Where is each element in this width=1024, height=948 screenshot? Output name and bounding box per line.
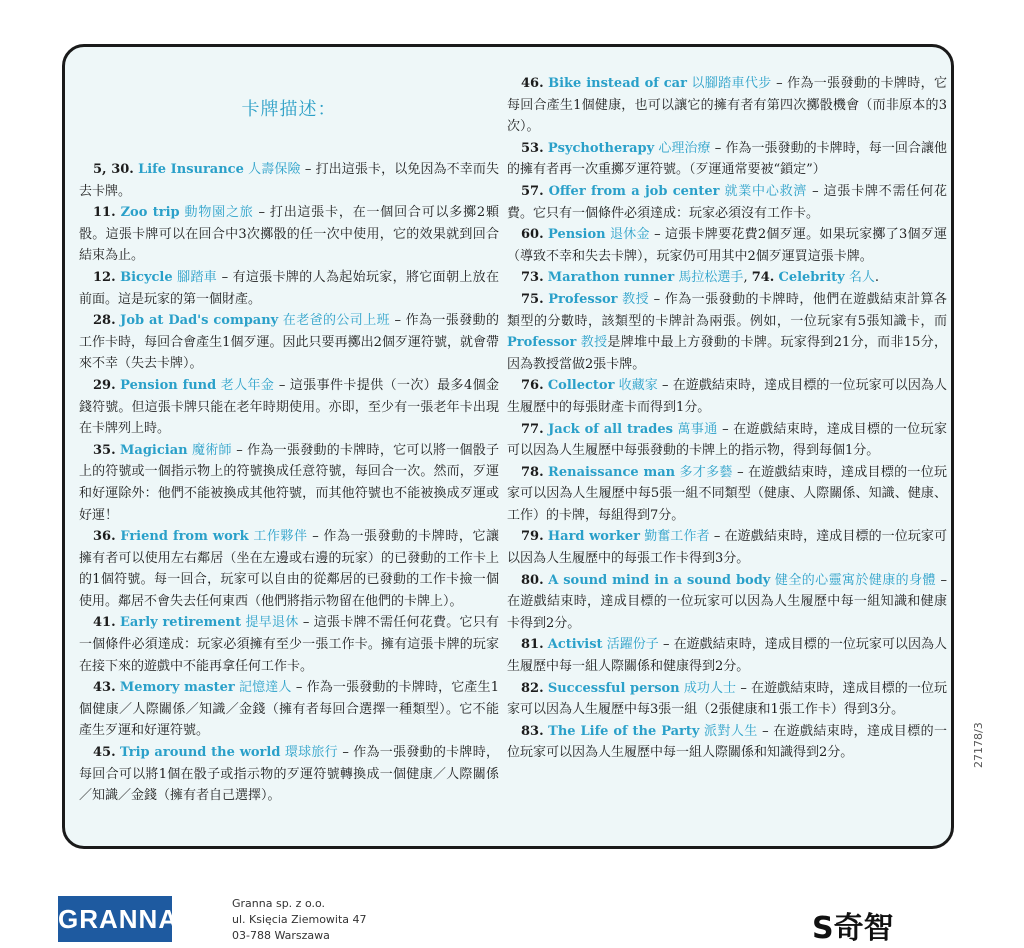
- entry-description: – 在遊戲結束時，達成目標的一位玩家可以因為人生履歷中每一組人際關係和健康得到2分。: [507, 637, 947, 675]
- entry-description: ,: [743, 270, 752, 286]
- entry-name: Memory master: [119, 680, 235, 696]
- entry-description: – 在遊戲結束時，達成目標的一位玩家可以因為人生履歷中每5張一組不同類型（健康、人際關係、知識、健康、工作）的卡牌，每組得到7分。: [507, 464, 947, 523]
- entry-description: – 作為一張發動的卡牌時，他們在遊戲結束計算各類型的分數時，該類型的卡牌計為兩張。例如，一位玩家有5張知識卡，而: [507, 291, 947, 329]
- card-entry: [79, 159, 499, 202]
- entry-number: 35.: [93, 442, 116, 458]
- entry-description: – 在遊戲結束時，達成目標的一位玩家可以因為人生履歷中的每張財產卡而得到1分。: [507, 378, 947, 415]
- publisher-address: [232, 896, 367, 944]
- address-line-3: 03-788 Warszawa: [232, 929, 330, 942]
- card-entry: [79, 440, 499, 526]
- entry-number: 75.: [521, 291, 544, 307]
- entry-description: – 作為一張發動的卡牌時，每回合可以將1個在骰子或指示物的歹運符號轉換成一個健康／人際關係／知識／金錢（擁有者自己選擇）。: [79, 745, 499, 804]
- entry-number: 36.: [93, 529, 116, 545]
- entry-description: – 在遊戲結束時，達成目標的一位玩家可以因為人生履歷中的每張工作卡得到3分。: [507, 529, 948, 567]
- entry-name: Marathon runner: [547, 270, 675, 286]
- entry-description: – 作為一張發動的卡牌時，它讓擁有者可以使用左右鄰居（坐在左邊或右邊的玩家）的已發動的工作卡上的1個符號。每一回合，玩家可以自由的從鄰居的已發動的工作卡撿一個使用。鄰居不會失去任何東西（他們將指示物留在他們的卡牌上）。: [79, 529, 499, 609]
- address-line-1: Granna sp. z o.o.: [232, 897, 326, 910]
- card-entry: [79, 310, 499, 375]
- entry-description: – 在遊戲結束時，達成目標的一位玩家可以因為人生履歷中每一組知識和健康卡得到2分。: [507, 572, 947, 631]
- rules-card: [62, 44, 954, 849]
- entry-name: Trip around the world: [120, 745, 281, 761]
- entry-description: – 作為一張發動的卡牌時，它每回合產生1個健康，也可以讓它的擁有者有第四次擲骰機會（而非原本的3次）。: [507, 76, 948, 135]
- entry-chinese-name: 勤奮工作者: [644, 529, 710, 545]
- entry-description: – 在遊戲結束時，達成目標的一位玩家可以因為人生履歷中每3張一組（2張健康和1張工作卡）得到3分。: [507, 680, 947, 718]
- card-description-title: 卡牌描述：: [241, 99, 337, 120]
- entry-name: Bike instead of car: [548, 76, 687, 91]
- entry-name: The Life of the Party: [548, 723, 700, 739]
- entry-number: 77.: [521, 421, 544, 437]
- entry-number: 43.: [93, 680, 116, 696]
- entry-description: – 作為一張發動的工作卡時，每回合會產生1個歹運。因此只要再擲出2個歹運符號，就會帶來不幸（失去卡牌）。: [79, 313, 499, 372]
- entry-number: 11.: [93, 205, 116, 221]
- entry-number: 82.: [521, 680, 544, 696]
- entry-number: 46.: [521, 76, 544, 91]
- entry-name: Jack of all trades: [548, 421, 673, 437]
- entry-name: Early retirement: [120, 615, 242, 631]
- card-entry: [79, 267, 499, 310]
- entry-number: 45.: [93, 745, 116, 761]
- entry-number: 41.: [93, 615, 116, 631]
- left-entry-list: [79, 159, 499, 807]
- entry-chinese-name: 記憶達人: [238, 680, 292, 696]
- left-column: [79, 95, 499, 807]
- side-code: 27178/3: [972, 722, 985, 768]
- entry-name: Life Insurance: [138, 162, 244, 177]
- entry-name: A sound mind in a sound body: [548, 572, 771, 588]
- entry-chinese-name: 退休金: [609, 227, 650, 243]
- entry-chinese-name: 在老爸的公司上班: [282, 313, 391, 329]
- entry-name: Friend from work: [120, 529, 249, 545]
- entry-chinese-name: 教授: [622, 291, 650, 307]
- entry-name: Job at Dad's company: [120, 313, 279, 329]
- card-entry: [507, 375, 947, 418]
- entry-description: – 這張卡牌不需任何花費。它只有一個條件必須達成：玩家必須擁有至少一張工作卡。擁有這張卡牌的玩家在接下來的遊戲中不能再拿任何工作卡。: [79, 615, 500, 674]
- entry-chinese-name-2: 名人: [848, 270, 875, 286]
- entry-chinese-name: 腳踏車: [177, 269, 218, 285]
- card-entry: [507, 138, 947, 181]
- right-entry-list: [507, 73, 947, 764]
- entry-number: 29.: [93, 377, 116, 393]
- entry-number: 76.: [521, 378, 544, 394]
- card-entry: [79, 742, 499, 807]
- entry-number: 5, 30.: [93, 162, 134, 177]
- card-entry: [507, 526, 947, 569]
- card-entry: [79, 375, 499, 440]
- entry-chinese-name: 收藏家: [618, 378, 658, 394]
- entry-description: – 作為一張發動的卡牌時，它產生1個健康／人際關係／知識／金錢（擁有者每回合選擇一種類型）。它不能產生歹運和好運符號。: [79, 680, 499, 739]
- entry-description: – 這張卡牌不需任何花費。它只有一個條件必須達成：玩家必須沒有工作卡。: [507, 183, 947, 221]
- entry-description: – 這張事件卡提供（一次）最多4個金錢符號。但這張卡牌只能在老年時期使用。亦即，至少有一張老年卡出現在卡牌列上時。: [79, 377, 500, 437]
- card-entry: [79, 677, 499, 742]
- entry-description: – 這張卡牌要花費2個歹運。如果玩家擲了3個歹運（導致不幸和失去卡牌），玩家仍可用其中2個歹運買這張卡牌。: [507, 227, 947, 264]
- entry-name-2: Professor: [507, 335, 577, 351]
- card-entry: [507, 73, 947, 138]
- entry-chinese-name: 活躍份子: [606, 637, 659, 653]
- entry-name: Successful person: [547, 680, 680, 696]
- entry-chinese-name: 萬事通: [677, 421, 718, 437]
- entry-name-2: Celebrity: [778, 270, 845, 286]
- right-column: [507, 73, 947, 764]
- entry-name: Pension fund: [120, 377, 217, 393]
- entry-chinese-name: 健全的心靈寓於健康的身體: [774, 572, 936, 588]
- card-entry: [507, 721, 947, 764]
- entry-description: – 在遊戲結束時，達成目標的一位玩家可以因為人生履歷中每一組人際關係和知識得到2分。: [507, 723, 947, 761]
- brand-mark: S奇智: [812, 911, 894, 946]
- entry-description-2: .: [874, 270, 880, 286]
- entry-chinese-name: 以腳踏車代步: [691, 76, 772, 91]
- entry-name: Bicycle: [120, 269, 173, 285]
- entry-chinese-name: 魔術師: [192, 442, 232, 458]
- entry-number: 78.: [521, 464, 544, 480]
- entry-number: 81.: [521, 637, 544, 653]
- entry-description: – 作為一張發動的卡牌時，每一回合讓他的擁有者再一次重擲歹運符號。（歹運通常要被“鎖定”）: [507, 140, 948, 178]
- card-entry: [507, 678, 947, 721]
- entry-name: Zoo trip: [120, 205, 180, 221]
- card-entry: [507, 419, 947, 462]
- entry-name: Hard worker: [547, 529, 640, 545]
- card-entry: [79, 612, 499, 677]
- entry-chinese-name: 老人年金: [220, 377, 275, 393]
- entry-description: – 有這張卡牌的人為起始玩家，將它面朝上放在前面。這是玩家的第一個財產。: [79, 269, 499, 307]
- card-entry: [79, 202, 499, 267]
- entry-chinese-name: 提早退休: [245, 615, 299, 631]
- entry-number: 57.: [521, 183, 544, 199]
- card-entry: [507, 634, 947, 677]
- entry-number: 73.: [521, 270, 544, 286]
- entry-chinese-name: 馬拉松選手: [678, 270, 744, 286]
- entry-chinese-name: 人壽保險: [248, 162, 301, 177]
- card-entry: [507, 462, 947, 527]
- entry-chinese-name: 就業中心救濟: [724, 183, 808, 199]
- entry-number: 79.: [521, 529, 544, 545]
- entry-chinese-name: 心理治療: [658, 140, 711, 156]
- address-line-2: ul. Księcia Ziemowita 47: [232, 913, 367, 926]
- entry-chinese-name-2: 教授: [580, 335, 608, 351]
- card-entry: [507, 289, 947, 375]
- entry-name: Professor: [548, 291, 618, 307]
- entry-number: 53.: [521, 140, 544, 156]
- card-entry: [507, 224, 947, 267]
- card-entry: [79, 526, 499, 612]
- entry-name: Pension: [548, 227, 606, 243]
- entry-name: Collector: [547, 378, 615, 394]
- entry-description-2: 是牌堆中最上方發動的卡牌。玩家得到21分，而非15分，因為教授當做2張卡牌。: [507, 335, 947, 372]
- entry-name: Offer from a job center: [548, 183, 720, 199]
- granna-logo: GRANNA: [58, 896, 172, 942]
- entry-number: 28.: [93, 313, 116, 329]
- entry-name: Activist: [547, 637, 603, 653]
- entry-chinese-name: 多才多藝: [679, 464, 733, 480]
- entry-chinese-name: 工作夥伴: [253, 529, 308, 545]
- entry-number: 12.: [93, 269, 116, 285]
- card-entry: [507, 267, 947, 289]
- entry-name: Magician: [120, 442, 188, 458]
- entry-number: 60.: [521, 227, 544, 243]
- entry-chinese-name: 環球旅行: [284, 745, 338, 761]
- entry-chinese-name: 成功人士: [683, 680, 737, 696]
- card-entry: [507, 181, 947, 224]
- entry-description: – 在遊戲結束時，達成目標的一位玩家可以因為人生履歷中每張發動的卡牌上的指示物，得到每個1分。: [507, 421, 947, 459]
- entry-number: 80.: [521, 572, 544, 588]
- entry-name: Renaissance man: [548, 464, 676, 480]
- entry-number-2: 74.: [751, 270, 775, 286]
- entry-description: – 作為一張發動的卡牌時，它可以將一個骰子上的符號或一個指示物上的符號換成任意符號，每回合一次。然而，歹運和好運除外：他們不能被換成其他符號，而其他符號也不能被換成歹運或好運！: [79, 442, 499, 523]
- entry-chinese-name: 派對人生: [704, 723, 758, 739]
- entry-description: – 打出這張卡，以免因為不幸而失去卡牌。: [79, 162, 499, 199]
- card-entry: [507, 570, 947, 635]
- entry-number: 83.: [521, 723, 544, 739]
- entry-name: Psychotherapy: [547, 140, 655, 156]
- entry-description: – 打出這張卡，在一個回合可以多擲2顆骰。這張卡牌可以在回合中3次擲骰的任一次中使用，它的效果就到回合結束為止。: [79, 205, 499, 264]
- entry-chinese-name: 動物園之旅: [184, 205, 254, 221]
